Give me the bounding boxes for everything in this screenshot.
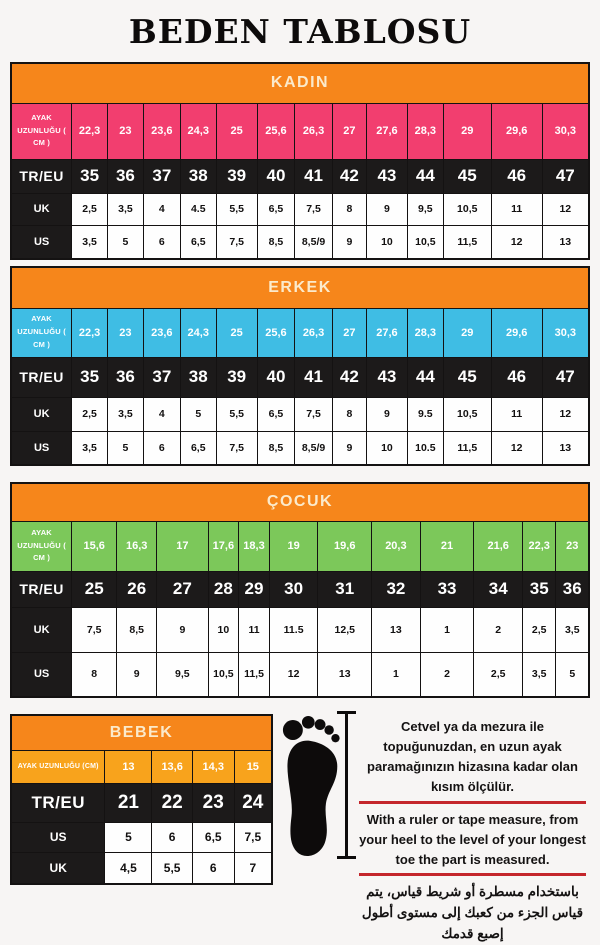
size-cell: 7,5: [295, 193, 333, 225]
size-table-kadin: [10, 62, 590, 260]
size-cell: 16,3: [117, 521, 157, 571]
size-cell: 28,3: [407, 308, 443, 357]
size-cell: 5: [108, 225, 144, 259]
bottom-section: [10, 714, 590, 945]
size-cell: 32: [372, 571, 421, 607]
size-cell: 25: [72, 571, 117, 607]
size-cell: 27: [157, 571, 208, 607]
size-cell: 47: [542, 159, 589, 193]
size-cell: 27,6: [366, 103, 407, 159]
size-cell: 8,5/9: [295, 225, 333, 259]
size-cell: 29: [239, 571, 270, 607]
size-cell: 34: [474, 571, 523, 607]
size-table-cocuk: [10, 482, 590, 698]
red-divider-2: [359, 873, 586, 876]
size-cell: 20,3: [372, 521, 421, 571]
size-cell: 3,5: [522, 652, 556, 697]
size-cell: 41: [295, 357, 333, 397]
size-cell: 11: [239, 607, 270, 652]
size-cell: 8,5: [117, 607, 157, 652]
size-cell: 43: [366, 159, 407, 193]
size-cell: 31: [318, 571, 372, 607]
size-cell: 25: [216, 103, 257, 159]
row-label-us: US: [11, 225, 72, 259]
size-cell: 27,6: [366, 308, 407, 357]
section-header-bebek: BEBEK: [11, 715, 272, 750]
size-cell: 9: [157, 607, 208, 652]
size-cell: 23,6: [143, 103, 180, 159]
row-label-foot-length: AYAK UZUNLUĞU (CM): [11, 750, 105, 783]
size-cell: 24,3: [180, 103, 216, 159]
size-cell: 11.5: [269, 607, 318, 652]
size-cell: 13: [318, 652, 372, 697]
size-cell: 30,3: [542, 308, 589, 357]
size-cell: 9: [117, 652, 157, 697]
row-label-foot-length: AYAK UZUNLUĞU ( CM ): [11, 521, 72, 571]
size-cell: 22,3: [72, 308, 108, 357]
size-cell: 10.5: [407, 431, 443, 465]
size-cell: 45: [443, 357, 491, 397]
row-label-uk: UK: [11, 607, 72, 652]
size-cell: 13: [372, 607, 421, 652]
size-table-erkek: [10, 266, 590, 466]
size-cell: 25: [216, 308, 257, 357]
size-cell: 7,5: [72, 607, 117, 652]
size-cell: 21,6: [474, 521, 523, 571]
page-title: BEDEN TABLOSU: [128, 11, 472, 51]
size-cell: 21: [105, 783, 152, 822]
size-cell: 2,5: [522, 607, 556, 652]
size-cell: 7,5: [216, 225, 257, 259]
size-cell: 40: [257, 159, 295, 193]
size-cell: 11: [491, 397, 542, 431]
size-cell: 22: [152, 783, 192, 822]
size-cell: 14,3: [192, 750, 234, 783]
size-cell: 11,5: [239, 652, 270, 697]
size-cell: 9,5: [407, 193, 443, 225]
size-cell: 9: [366, 193, 407, 225]
size-cell: 5,5: [152, 852, 192, 884]
size-cell: 30,3: [542, 103, 589, 159]
size-cell: 29: [443, 103, 491, 159]
size-cell: 2: [420, 652, 474, 697]
size-cell: 43: [366, 357, 407, 397]
size-cell: 5,5: [216, 193, 257, 225]
size-cell: 26: [117, 571, 157, 607]
foot-icon: [282, 709, 340, 867]
size-cell: 35: [522, 571, 556, 607]
size-cell: 6: [143, 431, 180, 465]
size-cell: 17: [157, 521, 208, 571]
size-cell: 23: [108, 308, 144, 357]
size-cell: 12: [542, 193, 589, 225]
size-cell: 10,5: [443, 193, 491, 225]
size-cell: 4: [143, 397, 180, 431]
size-cell: 10: [208, 607, 239, 652]
row-label-tr-eu: TR/EU: [11, 571, 72, 607]
size-cell: 9,5: [157, 652, 208, 697]
size-cell: 10,5: [443, 397, 491, 431]
size-cell: 12: [542, 397, 589, 431]
size-cell: 22,3: [522, 521, 556, 571]
size-cell: 15,6: [72, 521, 117, 571]
size-cell: 25,6: [257, 103, 295, 159]
size-cell: 36: [108, 159, 144, 193]
size-cell: 27: [332, 308, 366, 357]
size-cell: 1: [420, 607, 474, 652]
size-cell: 11,5: [443, 431, 491, 465]
size-cell: 23,6: [143, 308, 180, 357]
size-cell: 10: [366, 225, 407, 259]
size-cell: 10: [366, 431, 407, 465]
size-cell: 2,5: [72, 193, 108, 225]
size-cell: 7: [234, 852, 272, 884]
size-cell: 5,5: [216, 397, 257, 431]
size-cell: 39: [216, 357, 257, 397]
size-cell: 5: [105, 822, 152, 852]
row-label-tr-eu: TR/EU: [11, 159, 72, 193]
size-cell: 35: [72, 357, 108, 397]
bebek-size-table: [10, 714, 273, 885]
size-cell: 13: [105, 750, 152, 783]
size-cell: 4,5: [105, 852, 152, 884]
size-cell: 24: [234, 783, 272, 822]
size-cell: 5: [108, 431, 144, 465]
size-cell: 9: [366, 397, 407, 431]
size-cell: 6: [152, 822, 192, 852]
size-cell: 25,6: [257, 308, 295, 357]
note-turkish: Cetvel ya da mezura ile topuğunuzdan, en uzun ayak paramağınızın hizasına kadar olan kısım ölçülür.: [367, 719, 578, 795]
size-cell: 6: [192, 852, 234, 884]
size-cell: 33: [420, 571, 474, 607]
size-cell: 23: [556, 521, 589, 571]
row-label-uk: UK: [11, 397, 72, 431]
size-cell: 8: [332, 397, 366, 431]
size-cell: 46: [491, 357, 542, 397]
size-cell: 28: [208, 571, 239, 607]
size-cell: 8: [72, 652, 117, 697]
size-cell: 8,5/9: [295, 431, 333, 465]
size-cell: 8,5: [257, 431, 295, 465]
row-label-foot-length: AYAK UZUNLUĞU ( CM ): [11, 103, 72, 159]
measure-line-icon: [345, 711, 348, 859]
size-cell: 6,5: [192, 822, 234, 852]
erkek-size-table: [10, 266, 590, 466]
size-cell: 29,6: [491, 308, 542, 357]
size-cell: 6,5: [257, 193, 295, 225]
note-arabic: باستخدام مسطرة أو شريط قياس، يتم قياس الجزء من كعبك إلى مستوى أطول إصبع قدمك: [361, 883, 584, 941]
size-cell: 4.5: [180, 193, 216, 225]
size-cell: 46: [491, 159, 542, 193]
size-cell: 5: [556, 652, 589, 697]
size-cell: 29: [443, 308, 491, 357]
size-cell: 35: [72, 159, 108, 193]
size-cell: 3,5: [72, 431, 108, 465]
size-cell: 13: [542, 431, 589, 465]
size-cell: 42: [332, 357, 366, 397]
row-label-us: US: [11, 431, 72, 465]
row-label-us: US: [11, 822, 105, 852]
measurement-note: [348, 714, 590, 945]
size-cell: 37: [143, 357, 180, 397]
size-cell: 27: [332, 103, 366, 159]
size-cell: 13,6: [152, 750, 192, 783]
size-cell: 2,5: [474, 652, 523, 697]
size-cell: 15: [234, 750, 272, 783]
section-header-erkek: ERKEK: [11, 267, 589, 308]
size-cell: 7,5: [295, 397, 333, 431]
size-cell: 17,6: [208, 521, 239, 571]
note-english: With a ruler or tape measure, from your heel to the level of your longest toe the part is measured.: [359, 811, 586, 867]
row-label-tr-eu: TR/EU: [11, 357, 72, 397]
kadin-size-table: [10, 62, 590, 260]
size-cell: 28,3: [407, 103, 443, 159]
size-cell: 12: [491, 431, 542, 465]
size-cell: 4: [143, 193, 180, 225]
size-cell: 9: [332, 225, 366, 259]
size-cell: 6,5: [180, 225, 216, 259]
size-cell: 7,5: [216, 431, 257, 465]
size-cell: 13: [542, 225, 589, 259]
size-cell: 2: [474, 607, 523, 652]
size-cell: 3,5: [108, 193, 144, 225]
size-cell: 12: [269, 652, 318, 697]
size-cell: 38: [180, 159, 216, 193]
size-cell: 3,5: [72, 225, 108, 259]
size-cell: 6,5: [257, 397, 295, 431]
size-cell: 7,5: [234, 822, 272, 852]
row-label-uk: UK: [11, 852, 105, 884]
row-label-uk: UK: [11, 193, 72, 225]
size-cell: 6: [143, 225, 180, 259]
size-cell: 3,5: [556, 607, 589, 652]
size-cell: 40: [257, 357, 295, 397]
red-divider-1: [359, 801, 586, 804]
size-cell: 12: [491, 225, 542, 259]
size-cell: 11,5: [443, 225, 491, 259]
size-cell: 44: [407, 357, 443, 397]
size-cell: 9: [332, 431, 366, 465]
size-cell: 6,5: [180, 431, 216, 465]
size-cell: 11: [491, 193, 542, 225]
size-cell: 5: [180, 397, 216, 431]
size-cell: 47: [542, 357, 589, 397]
size-table-bebek: [10, 714, 273, 885]
row-label-foot-length: AYAK UZUNLUĞU ( CM ): [11, 308, 72, 357]
size-cell: 26,3: [295, 308, 333, 357]
size-cell: 10,5: [208, 652, 239, 697]
size-cell: 42: [332, 159, 366, 193]
size-cell: 1: [372, 652, 421, 697]
size-cell: 18,3: [239, 521, 270, 571]
size-cell: 37: [143, 159, 180, 193]
size-cell: 41: [295, 159, 333, 193]
size-cell: 21: [420, 521, 474, 571]
size-cell: 44: [407, 159, 443, 193]
size-cell: 39: [216, 159, 257, 193]
cocuk-size-table: [10, 482, 590, 698]
size-cell: 26,3: [295, 103, 333, 159]
size-cell: 10,5: [407, 225, 443, 259]
size-cell: 9.5: [407, 397, 443, 431]
size-cell: 36: [108, 357, 144, 397]
size-cell: 23: [192, 783, 234, 822]
size-cell: 12,5: [318, 607, 372, 652]
size-cell: 2,5: [72, 397, 108, 431]
section-header-kadin: KADIN: [11, 63, 589, 103]
size-cell: 19: [269, 521, 318, 571]
size-cell: 36: [556, 571, 589, 607]
size-cell: 24,3: [180, 308, 216, 357]
foot-illustration: [282, 709, 348, 867]
size-cell: 8: [332, 193, 366, 225]
size-cell: 19,6: [318, 521, 372, 571]
size-cell: 38: [180, 357, 216, 397]
row-label-us: US: [11, 652, 72, 697]
row-label-tr-eu: TR/EU: [11, 783, 105, 822]
size-cell: 29,6: [491, 103, 542, 159]
size-cell: 22,3: [72, 103, 108, 159]
size-cell: 23: [108, 103, 144, 159]
size-cell: 30: [269, 571, 318, 607]
size-cell: 45: [443, 159, 491, 193]
section-header-cocuk: ÇOCUK: [11, 483, 589, 521]
size-cell: 8,5: [257, 225, 295, 259]
size-cell: 3,5: [108, 397, 144, 431]
